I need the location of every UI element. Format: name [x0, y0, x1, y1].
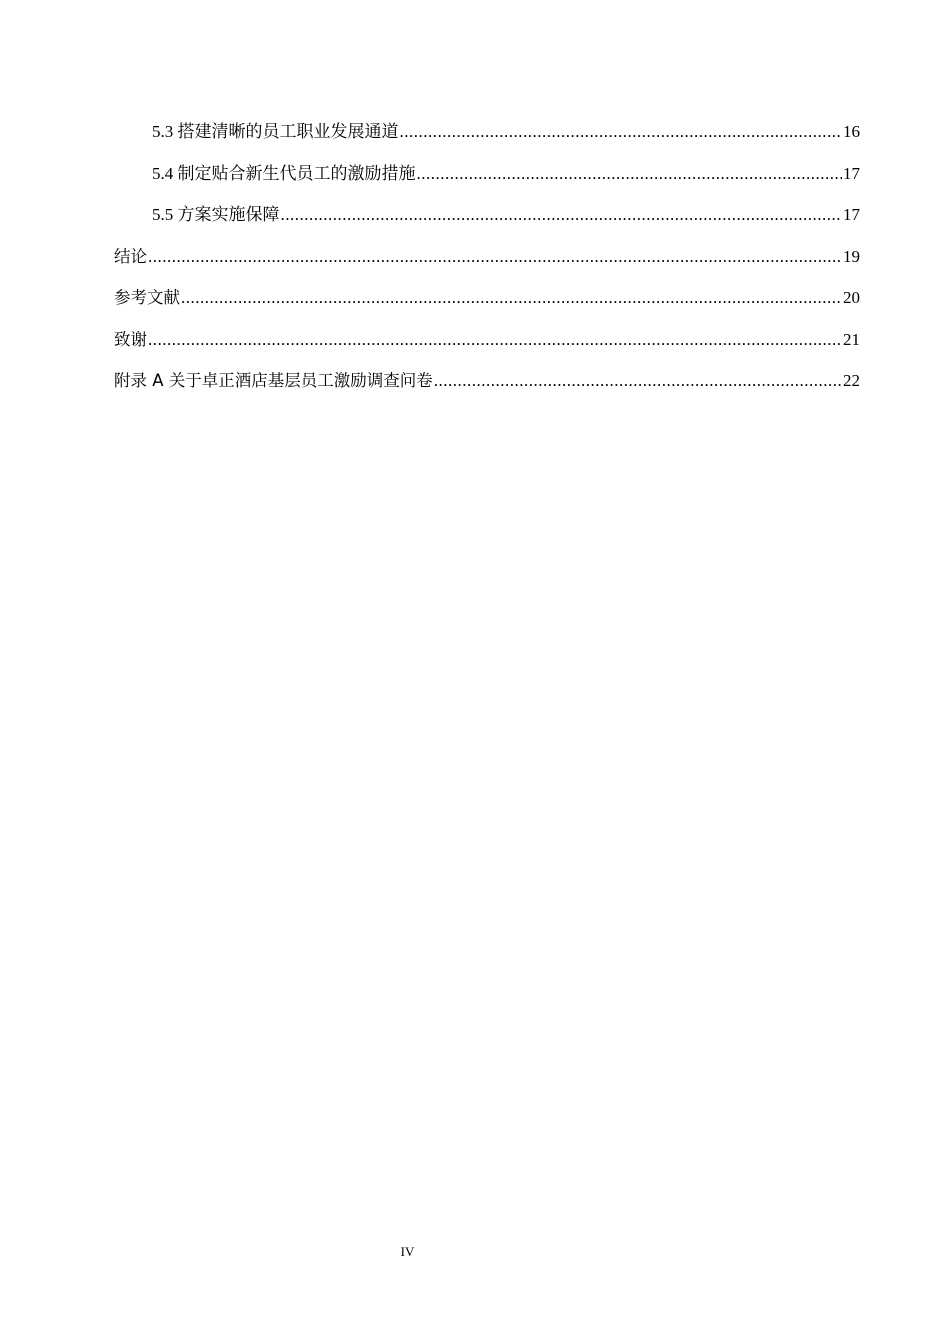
toc-entry-title: 参考文献 [114, 288, 180, 307]
toc-entry-page: 21 [843, 329, 860, 349]
toc-entry-title: 致谢 [114, 329, 147, 349]
toc-dot-leader [434, 366, 842, 396]
toc-entry-page: 22 [843, 371, 860, 390]
toc-entry-page: 20 [843, 288, 860, 307]
toc-dot-leader [417, 159, 843, 189]
toc-entry-conclusion[interactable] [114, 242, 860, 284]
toc-entry-title: 结论 [114, 246, 147, 266]
toc-dot-leader [148, 325, 842, 355]
toc-entry-page: 17 [843, 163, 860, 183]
toc-dot-leader [281, 200, 843, 230]
toc-dot-leader [400, 117, 843, 147]
table-of-contents [114, 117, 860, 408]
toc-entry-5-4[interactable] [114, 159, 860, 201]
toc-entry-page: 19 [843, 246, 860, 266]
toc-dot-leader [181, 283, 842, 313]
toc-entry-title: 5.3 搭建清晰的员工职业发展通道 [152, 122, 399, 141]
page-number: IV [400, 1244, 415, 1259]
toc-entry-page: 17 [843, 205, 860, 224]
toc-entry-title: 5.4 制定贴合新生代员工的激励措施 [152, 163, 416, 183]
toc-entry-page: 16 [843, 122, 860, 141]
toc-entry-references[interactable] [114, 283, 860, 325]
toc-entry-5-3[interactable] [114, 117, 860, 159]
toc-dot-leader [148, 242, 842, 272]
toc-entry-title: 5.5 方案实施保障 [152, 205, 280, 224]
toc-entry-acknowledgements[interactable] [114, 325, 860, 367]
toc-entry-5-5[interactable] [114, 200, 860, 242]
toc-entry-title: 附录 A 关于卓正酒店基层员工激励调查问卷 [114, 371, 433, 390]
toc-entry-appendix-a[interactable] [114, 366, 860, 408]
